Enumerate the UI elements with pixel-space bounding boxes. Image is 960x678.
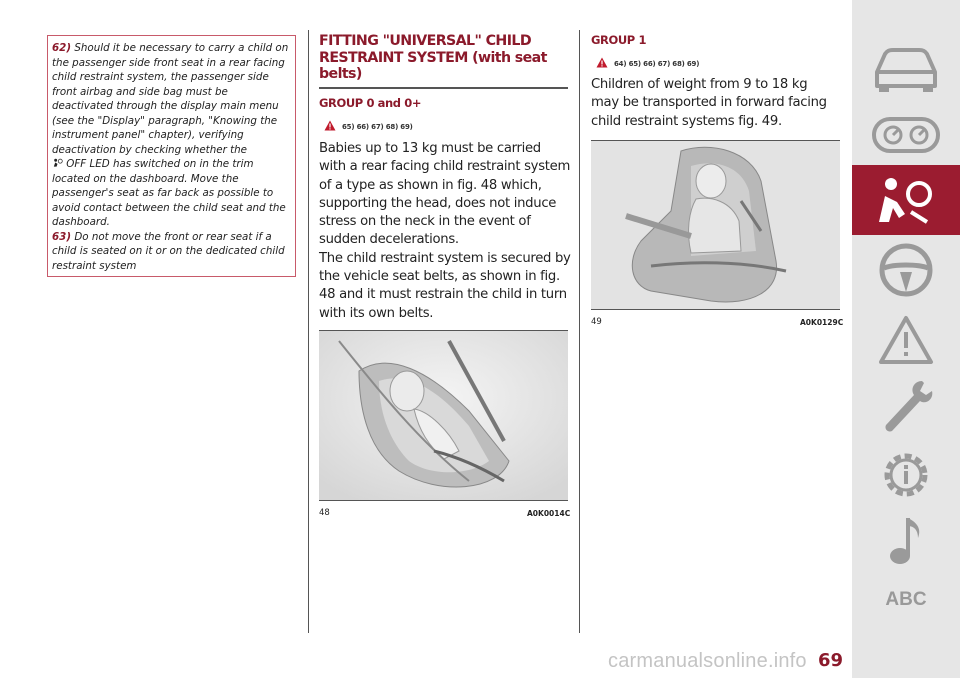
figure-49-image bbox=[591, 141, 840, 309]
group-1-heading: GROUP 1 bbox=[591, 33, 647, 47]
figure-49-code: A0K0129C bbox=[800, 318, 844, 327]
warning-icon bbox=[596, 57, 608, 68]
instrument-panel-icon bbox=[871, 113, 941, 157]
sidebar-item-instruments[interactable] bbox=[852, 100, 960, 170]
chapter-sidebar bbox=[852, 0, 960, 678]
warning-62-text-b: OFF LED has switched on in the trim located on the dashboard. Move the passenger's seat as far back as possible to avoid contact between the child seat and the dashboard. bbox=[52, 158, 286, 228]
airbag-person-icon bbox=[871, 172, 941, 228]
warning-62-text-a: Should it be necessary to carry a child on the passenger side front seat in a rear facing child restraint system, the passenger side front airbag and side bag must be deactivated through the display main menu (see the "Display" paragraph, "Knowing the instrument panel" chapter), verifying deactivation by checking whether the bbox=[52, 42, 289, 156]
steering-wheel-icon bbox=[878, 242, 934, 298]
gear-info-icon bbox=[878, 447, 934, 503]
watermark: carmanualsonline.info bbox=[608, 650, 807, 672]
sidebar-item-index[interactable] bbox=[852, 565, 960, 635]
sidebar-item-driving[interactable] bbox=[852, 235, 960, 305]
group-0-paragraph-2: The child restraint system is secured by the vehicle seat belts, as shown in fig. 48 and it must restrain the child in turn with its own belts. bbox=[319, 250, 571, 321]
page-number: 69 bbox=[818, 650, 844, 671]
wrench-icon bbox=[878, 377, 934, 437]
section-title: FITTING "UNIVERSAL" CHILD RESTRAINT SYSTEM (with seat belts) bbox=[319, 33, 547, 82]
warning-icon bbox=[324, 120, 336, 131]
group-1-refs: 64) 65) 66) 67) 68) 69) bbox=[614, 60, 700, 68]
figure-48-bottom-rule bbox=[319, 500, 568, 501]
group-0-refs: 65) 66) 67) 68) 69) bbox=[342, 123, 413, 131]
sidebar-item-emergency[interactable] bbox=[852, 305, 960, 375]
sidebar-item-maintenance[interactable] bbox=[852, 372, 960, 442]
group-0-paragraph-1: Babies up to 13 kg must be carried with a rear facing child restraint system of a type as shown in fig. 48 which, supporting the head, does not induce stress on the neck in the event of sudden decelerations. bbox=[319, 141, 570, 248]
figure-48-code: A0K0014C bbox=[527, 509, 571, 518]
warning-63-text: Do not move the front or rear seat if a child is seated on it or on the dedicated child restraint system bbox=[52, 230, 285, 272]
figure-49-bottom-rule bbox=[591, 309, 840, 310]
warning-62-number: 62) bbox=[52, 42, 72, 54]
forward-child-seat-illustration bbox=[591, 141, 840, 309]
sidebar-item-technical-data[interactable] bbox=[852, 440, 960, 510]
warning-triangle-icon bbox=[878, 314, 934, 366]
title-rule bbox=[319, 87, 568, 89]
figure-48-image bbox=[319, 331, 568, 500]
warning-notes-box bbox=[47, 35, 296, 277]
warning-63-number: 63) bbox=[52, 230, 72, 243]
music-note-icon bbox=[886, 512, 926, 568]
column-divider bbox=[579, 30, 580, 633]
sidebar-item-safety[interactable] bbox=[852, 165, 960, 235]
group-0-heading: GROUP 0 and 0+ bbox=[319, 96, 422, 110]
group-1-paragraph-1: Children of weight from 9 to 18 kg may be transported in forward facing child restraint systems fig. 49. bbox=[591, 77, 827, 129]
airbag-off-icon bbox=[52, 158, 63, 168]
car-icon bbox=[871, 46, 941, 94]
column-divider bbox=[308, 30, 309, 633]
figure-48-number: 48 bbox=[319, 508, 330, 518]
sidebar-index-label: ABC bbox=[885, 589, 927, 610]
sidebar-item-car[interactable] bbox=[852, 35, 960, 105]
infant-carrier-illustration bbox=[319, 331, 568, 500]
figure-49-number: 49 bbox=[591, 317, 602, 327]
